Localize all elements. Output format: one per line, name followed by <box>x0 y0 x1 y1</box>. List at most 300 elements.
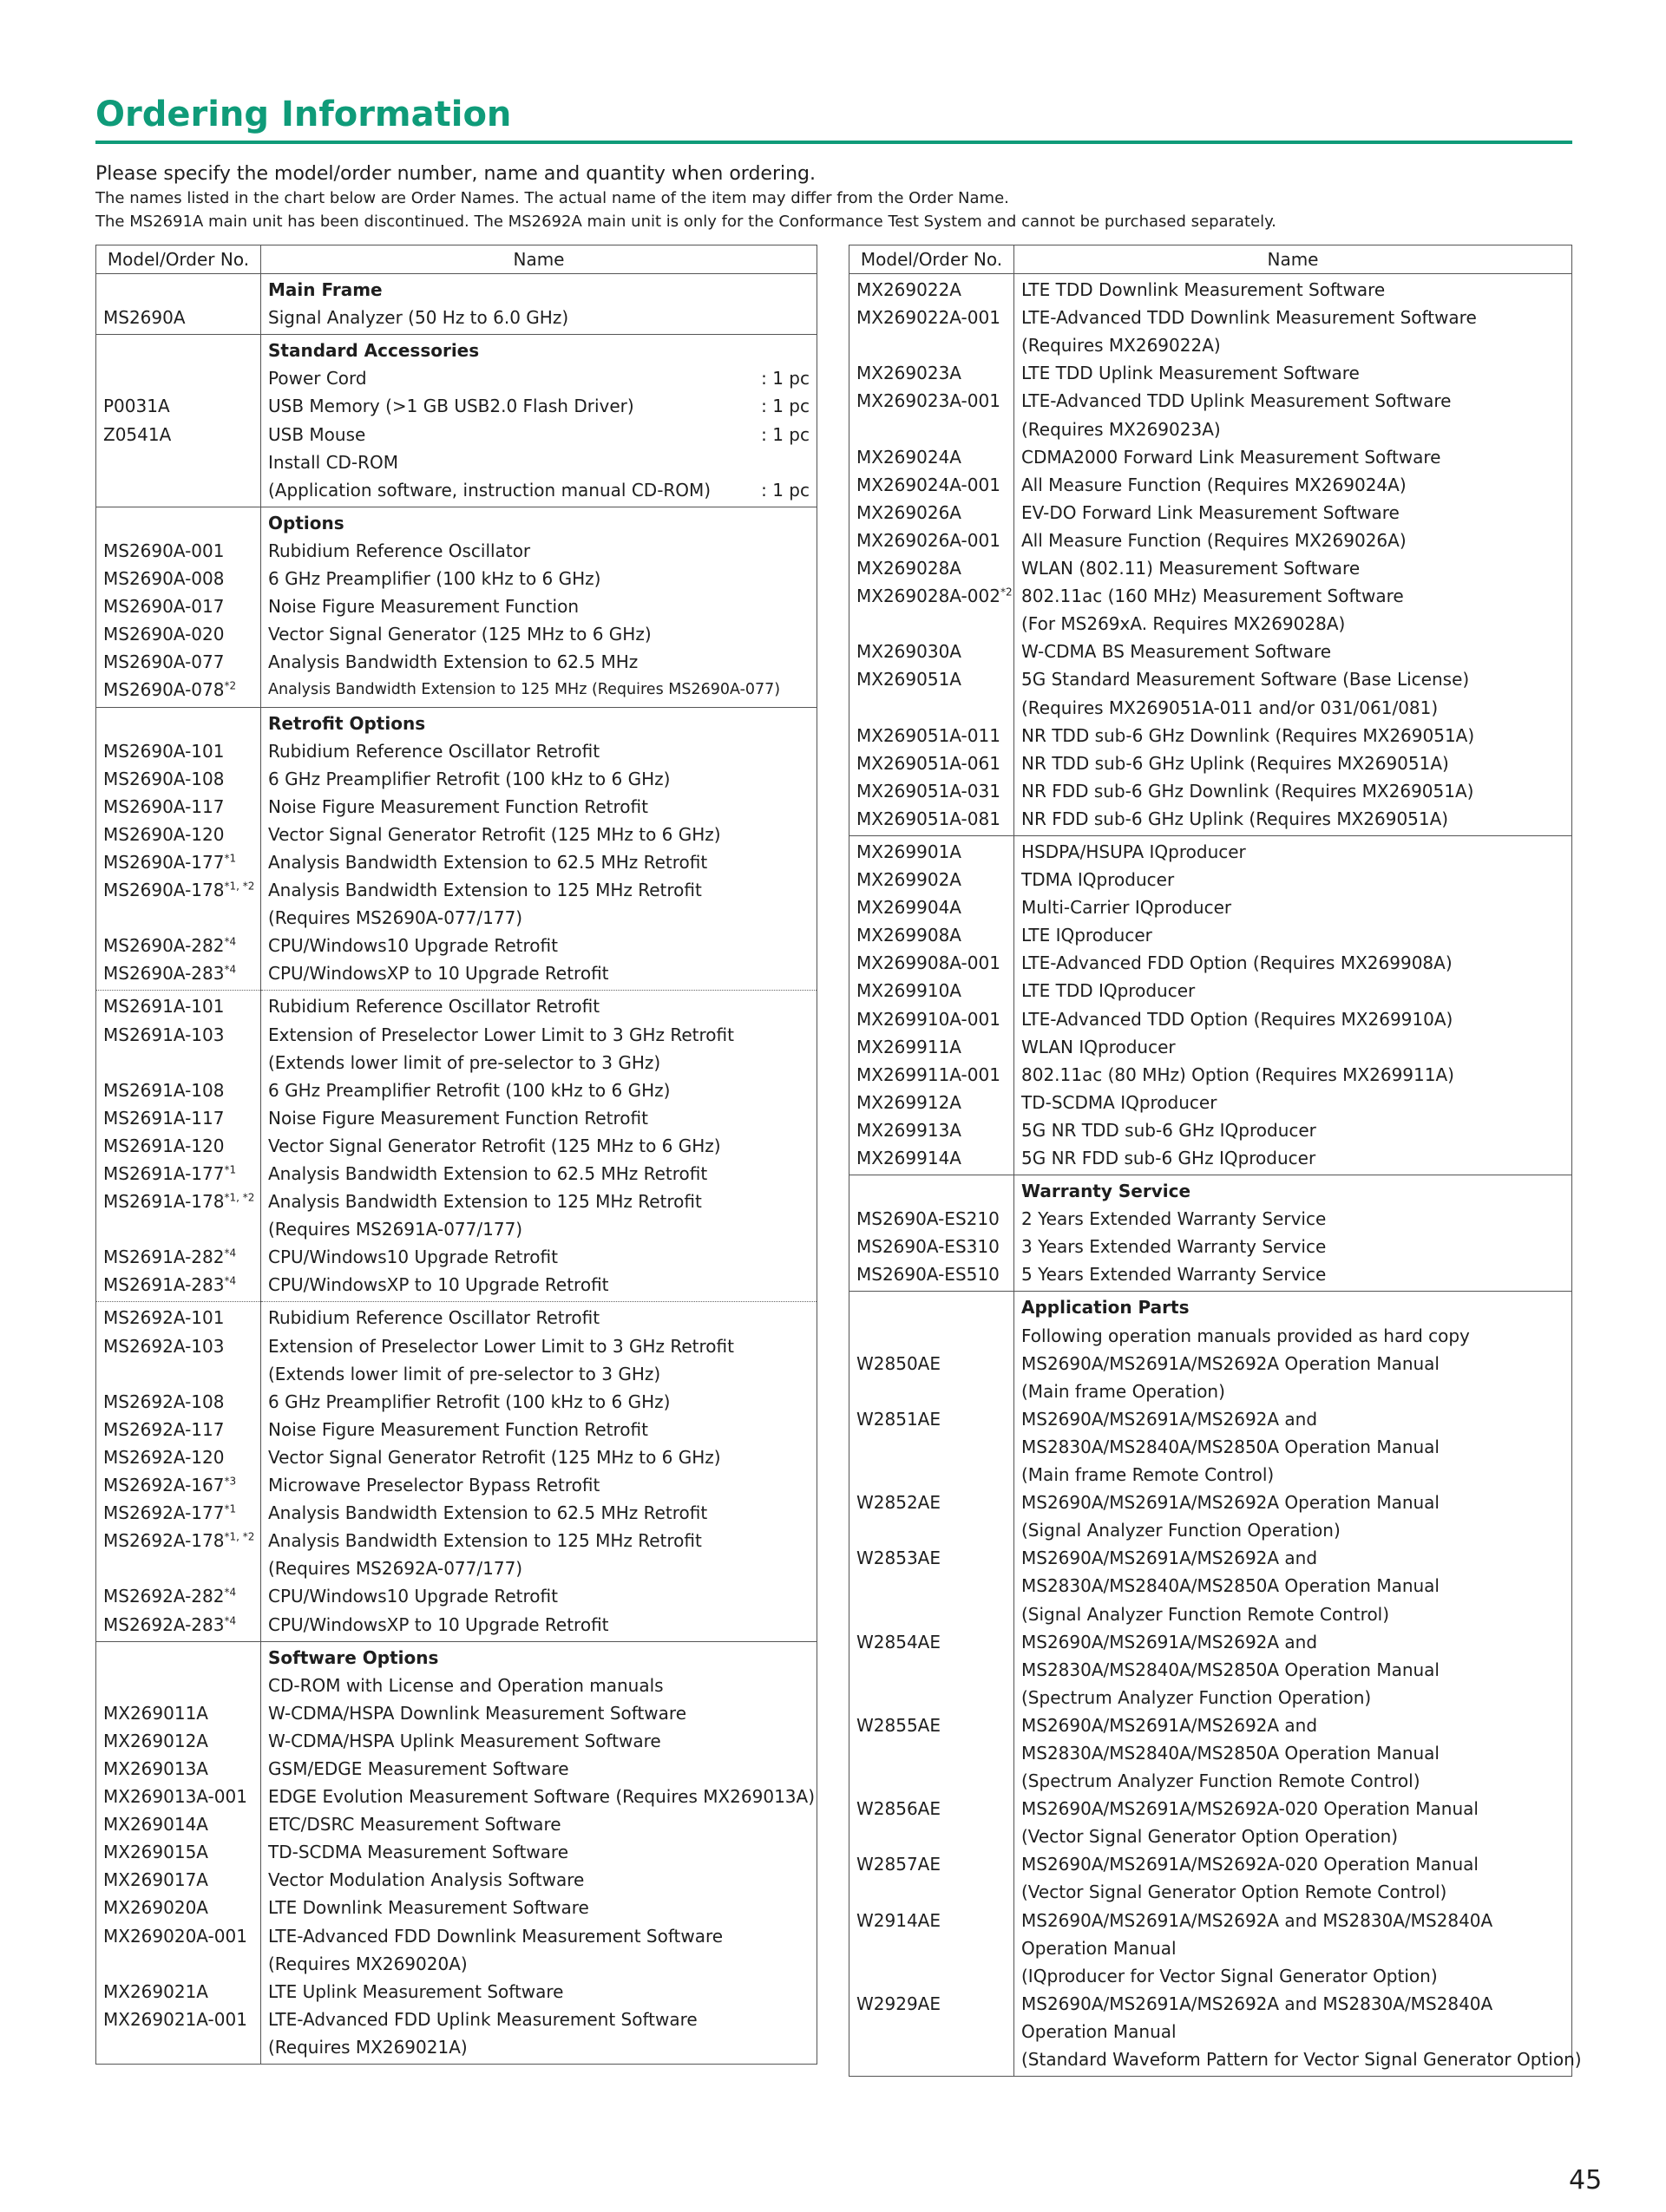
model-spacer <box>856 1600 1007 1628</box>
item-name <box>268 1215 810 1243</box>
ordering-table-left <box>95 245 817 2065</box>
model-number-text: MX269913A <box>856 1119 961 1141</box>
model-number-text: MX269028A-002 <box>856 586 1000 607</box>
model-number <box>103 537 253 565</box>
model-number <box>103 737 253 765</box>
item-name <box>1021 1489 1564 1516</box>
model-number-text: MX269901A <box>856 841 961 862</box>
intro-text: Please specify the model/order number, name and quantity when ordering. <box>95 163 817 185</box>
item-name <box>268 2006 810 2033</box>
item-name <box>268 1471 810 1499</box>
model-spacer <box>103 1360 253 1388</box>
model-number-text: MX269021A-001 <box>103 2008 247 2030</box>
model-spacer <box>103 1215 253 1243</box>
model-number-text: MS2692A-282 <box>103 1586 225 1607</box>
model-number-text: W2854AE <box>856 1631 941 1652</box>
item-name-text: MS2830A/MS2840A/MS2850A Operation Manual <box>1021 1436 1440 1457</box>
ordering-table-left-body <box>96 274 817 2065</box>
item-name <box>268 737 810 765</box>
item-name <box>268 1188 810 1215</box>
item-name-text: (Standard Waveform Pattern for Vector Signal Generator Option) <box>1021 2049 1582 2070</box>
title-rule <box>95 141 1572 144</box>
item-name-text: CDMA2000 Forward Link Measurement Software <box>1021 446 1441 468</box>
model-number-text: MS2691A-103 <box>103 1024 225 1045</box>
model-number <box>103 1527 253 1554</box>
item-name <box>1021 1089 1564 1116</box>
footnote-mark: *4 <box>224 963 237 976</box>
item-name-text: Vector Signal Generator Retrofit (125 MHz to 6 GHz) <box>268 1446 721 1468</box>
item-name <box>1021 1572 1564 1600</box>
model-number <box>856 1711 1007 1739</box>
model-spacer <box>103 1644 253 1672</box>
model-number <box>103 1838 253 1866</box>
model-number <box>856 1061 1007 1089</box>
model-number-text: MS2691A-177 <box>103 1163 225 1184</box>
item-name <box>1021 1656 1564 1684</box>
item-name <box>1021 838 1564 866</box>
model-number-text: MS2690A-108 <box>103 768 225 789</box>
model-spacer <box>856 1656 1007 1684</box>
item-name-text: LTE Uplink Measurement Software <box>268 1980 564 2002</box>
model-number <box>103 793 253 821</box>
footnote-mark: *4 <box>224 1247 237 1260</box>
item-name <box>1021 777 1564 805</box>
item-name-text: Analysis Bandwidth Extension to 125 MHz (Requires MS2690A-077) <box>268 681 781 699</box>
item-name-text: (Requires MS2692A-077/177) <box>268 1558 523 1580</box>
item-name-text: GSM/EDGE Measurement Software <box>268 1757 569 1779</box>
quantity: : 1 pc <box>761 423 810 445</box>
item-name-text: CPU/WindowsXP to 10 Upgrade Retrofit <box>268 963 609 985</box>
model-number <box>103 1021 253 1049</box>
group-heading: Software Options <box>268 1646 439 1668</box>
model-number-text: MS2690A-017 <box>103 596 225 618</box>
model-number-text: MX269017A <box>103 1869 208 1891</box>
item-name-text: (Requires MS2691A-077/177) <box>268 1219 523 1240</box>
item-name <box>1021 1823 1564 1850</box>
item-name-text: LTE-Advanced TDD Option (Requires MX269910A) <box>1021 1008 1453 1030</box>
model-number <box>103 1104 253 1132</box>
model-number <box>103 1471 253 1499</box>
item-name-text: LTE-Advanced FDD Option (Requires MX269908A) <box>1021 952 1453 974</box>
item-name <box>268 1304 810 1332</box>
model-number <box>856 1089 1007 1116</box>
model-number-text: MX269908A <box>856 925 961 946</box>
model-number-text: MX269051A-081 <box>856 808 1000 829</box>
item-name <box>268 1611 810 1639</box>
model-number <box>856 554 1007 582</box>
model-number <box>856 1033 1007 1061</box>
model-spacer <box>103 2033 253 2061</box>
quantity: : 1 pc <box>761 396 810 417</box>
item-name-text: WLAN IQproducer <box>1021 1036 1176 1057</box>
model-number <box>856 387 1007 415</box>
model-number-text: W2855AE <box>856 1714 941 1736</box>
item-name-text: (Requires MS2690A-077/177) <box>268 907 523 929</box>
item-name-text: MS2830A/MS2840A/MS2850A Operation Manual <box>1021 1659 1440 1680</box>
model-number-text: MS2690A-078 <box>103 679 225 701</box>
item-name-text: (Spectrum Analyzer Function Remote Control) <box>1021 1770 1420 1792</box>
item-name-text: Noise Figure Measurement Function Retrofit <box>268 795 648 817</box>
quantity: : 1 pc <box>761 479 810 501</box>
model-number <box>856 1205 1007 1233</box>
model-spacer <box>856 1378 1007 1405</box>
item-name <box>1021 1628 1564 1656</box>
model-number-text: MS2690A <box>103 307 186 329</box>
model-number <box>856 1544 1007 1572</box>
name-cell <box>1014 835 1572 1175</box>
name-cell <box>1014 1175 1572 1292</box>
model-number <box>103 476 253 504</box>
model-number-text: MS2691A-101 <box>103 996 225 1018</box>
item-name <box>268 676 810 704</box>
model-number-text: MS2692A-103 <box>103 1335 225 1357</box>
item-name <box>268 648 810 676</box>
model-number-text: MX269051A-061 <box>856 752 1000 774</box>
model-column-header: Model/Order No. <box>849 245 1014 274</box>
item-name <box>1021 638 1564 665</box>
model-number <box>856 665 1007 693</box>
model-cell <box>96 335 261 507</box>
model-spacer <box>103 276 253 304</box>
model-number <box>856 638 1007 665</box>
model-number-text: MX269051A-031 <box>856 780 1000 802</box>
model-spacer <box>856 1433 1007 1461</box>
model-number-text: MS2690A-117 <box>103 795 225 817</box>
model-number <box>103 821 253 848</box>
item-name <box>268 476 810 504</box>
item-name-text: MS2690A/MS2691A/MS2692A and MS2830A/MS2840A <box>1021 1909 1493 1931</box>
model-number <box>103 565 253 592</box>
item-name-text: MS2690A/MS2691A/MS2692A and <box>1021 1714 1318 1736</box>
item-name <box>1021 893 1564 921</box>
item-name-text: NR FDD sub-6 GHz Uplink (Requires MX269051A) <box>1021 808 1449 829</box>
item-name <box>1021 1033 1564 1061</box>
model-number-text: MX269023A <box>856 363 961 384</box>
item-name <box>1021 1600 1564 1628</box>
item-name <box>1021 554 1564 582</box>
model-number-text: W2853AE <box>856 1548 941 1569</box>
item-name <box>1021 1322 1564 1350</box>
item-name <box>1021 1516 1564 1544</box>
model-number-text: MX269022A-001 <box>856 307 1000 329</box>
model-number <box>103 1304 253 1332</box>
item-name-text: 5G NR FDD sub-6 GHz IQproducer <box>1021 1148 1316 1168</box>
model-number <box>103 1332 253 1360</box>
model-spacer <box>856 331 1007 359</box>
item-name-text: (Vector Signal Generator Option Operation) <box>1021 1826 1399 1848</box>
model-number <box>103 2006 253 2033</box>
item-name <box>1021 416 1564 443</box>
model-number-text: MS2690A-008 <box>103 568 225 590</box>
item-name-text: MS2690A/MS2691A/MS2692A and <box>1021 1548 1318 1569</box>
model-spacer <box>856 1767 1007 1795</box>
model-cell <box>849 1292 1014 2077</box>
model-number-text: MX269026A <box>856 501 961 523</box>
item-name-text: Analysis Bandwidth Extension to 62.5 MHz Retrofit <box>268 851 708 873</box>
item-name <box>268 1755 810 1783</box>
table-group-row <box>96 991 817 1302</box>
model-number-text: W2851AE <box>856 1408 941 1430</box>
model-number <box>856 722 1007 749</box>
model-spacer <box>103 904 253 932</box>
model-number-text: MX269024A-001 <box>856 474 1000 495</box>
model-number <box>856 838 1007 866</box>
model-number-text: MX269013A-001 <box>103 1786 247 1808</box>
footnote-mark: *1 <box>224 852 237 865</box>
model-number-text: MX269904A <box>856 897 961 919</box>
item-name-text: LTE-Advanced TDD Downlink Measurement Software <box>1021 307 1477 329</box>
model-number-text: MS2690A-120 <box>103 823 225 845</box>
model-spacer <box>856 2018 1007 2045</box>
item-name <box>1021 276 1564 304</box>
item-name <box>1021 1144 1564 1172</box>
item-name-text: TD-SCDMA IQproducer <box>1021 1091 1217 1113</box>
model-number-text: MS2690A-283 <box>103 963 225 985</box>
model-number <box>103 1922 253 1950</box>
item-name <box>268 2033 810 2061</box>
item-name-text: (For MS269xA. Requires MX269028A) <box>1021 613 1346 635</box>
footnote-mark: *4 <box>224 1613 237 1626</box>
model-number <box>103 1271 253 1299</box>
footnote-mark: *1, *2 <box>224 1191 255 1204</box>
model-number <box>856 1990 1007 2018</box>
model-number-text: W2856AE <box>856 1798 941 1820</box>
item-name <box>268 904 810 932</box>
item-name <box>1021 1739 1564 1767</box>
item-name-text: Analysis Bandwidth Extension to 62.5 MHz Retrofit <box>268 1502 708 1524</box>
table-group-row <box>849 274 1572 836</box>
model-number <box>103 1132 253 1160</box>
item-name <box>268 1271 810 1299</box>
item-name-text: Microwave Preselector Bypass Retrofit <box>268 1475 600 1496</box>
item-name-text: 802.11ac (80 MHz) Option (Requires MX269911A) <box>1021 1063 1454 1085</box>
item-name-text: 3 Years Extended Warranty Service <box>1021 1236 1327 1258</box>
model-spacer <box>856 1516 1007 1544</box>
model-number <box>856 527 1007 554</box>
item-name-text: (Extends lower limit of pre-selector to 3 GHz) <box>268 1363 661 1384</box>
item-name-text: (Vector Signal Generator Option Remote Control) <box>1021 1882 1447 1903</box>
item-name <box>268 592 810 620</box>
name-cell <box>1014 274 1572 836</box>
model-number <box>856 977 1007 1005</box>
model-number-text: MS2690A-ES210 <box>856 1208 1000 1230</box>
item-name <box>268 1727 810 1755</box>
model-spacer <box>856 1823 1007 1850</box>
item-name <box>1021 610 1564 638</box>
model-number <box>103 421 253 448</box>
item-name-text: EDGE Evolution Measurement Software (Requires MX269013A) <box>268 1786 816 1808</box>
model-number-text: W2857AE <box>856 1854 941 1875</box>
item-name-text: MS2690A/MS2691A/MS2692A Operation Manual <box>1021 1352 1440 1374</box>
item-name-text: All Measure Function (Requires MX269026A) <box>1021 529 1407 551</box>
item-name-text: Signal Analyzer (50 Hz to 6.0 GHz) <box>268 307 569 329</box>
table-header-row <box>96 245 817 274</box>
item-name-text: USB Memory (>1 GB USB2.0 Flash Driver) <box>268 396 634 417</box>
item-name <box>268 1499 810 1527</box>
model-number-text: MS2690A-282 <box>103 935 225 957</box>
model-number-text: MS2691A-120 <box>103 1135 225 1156</box>
model-number-text: MX269911A <box>856 1036 961 1057</box>
item-name <box>268 876 810 904</box>
model-number <box>856 471 1007 499</box>
model-number <box>103 1783 253 1810</box>
model-number-text: MX269051A-011 <box>856 724 1000 746</box>
model-number <box>103 1188 253 1215</box>
item-name <box>268 1049 810 1077</box>
item-name-text: 5G Standard Measurement Software (Base License) <box>1021 669 1470 690</box>
item-name <box>1021 2018 1564 2045</box>
model-number <box>103 1755 253 1783</box>
model-cell <box>96 707 261 991</box>
item-name-text: (Requires MX269023A) <box>1021 418 1221 440</box>
model-number <box>856 1350 1007 1378</box>
item-name-text: Power Cord <box>268 368 367 389</box>
item-name <box>1021 331 1564 359</box>
name-cell <box>261 991 817 1302</box>
model-number <box>103 876 253 904</box>
item-name-text: Analysis Bandwidth Extension to 62.5 MHz Retrofit <box>268 1163 708 1184</box>
model-number <box>856 499 1007 527</box>
model-number <box>103 1727 253 1755</box>
model-number-text: MX269030A <box>856 641 961 663</box>
model-number <box>103 1672 253 1699</box>
model-number <box>856 749 1007 777</box>
table-group-row <box>849 1175 1572 1292</box>
model-number-text: Z0541A <box>103 423 172 445</box>
model-spacer <box>856 1684 1007 1711</box>
name-cell <box>261 335 817 507</box>
item-name <box>268 364 810 392</box>
model-number-text: MS2690A-ES310 <box>856 1236 1000 1258</box>
item-name <box>268 1160 810 1188</box>
model-number <box>856 1907 1007 1934</box>
item-name <box>1021 1544 1564 1572</box>
name-cell <box>261 507 817 707</box>
model-number <box>856 1489 1007 1516</box>
model-number-text: MX269910A <box>856 980 961 1002</box>
model-number <box>103 304 253 331</box>
item-name-text: Rubidium Reference Oscillator <box>268 540 531 561</box>
item-name-text: Noise Figure Measurement Function Retrofit <box>268 1418 648 1440</box>
model-number-text: MX269910A-001 <box>856 1008 1000 1030</box>
model-spacer <box>856 1739 1007 1767</box>
model-spacer <box>856 1934 1007 1962</box>
item-name-text: Noise Figure Measurement Function Retrofit <box>268 1107 648 1129</box>
model-number <box>103 592 253 620</box>
model-spacer <box>856 1461 1007 1489</box>
item-name <box>1021 694 1564 722</box>
item-name <box>1021 1934 1564 1962</box>
item-name-text: NR FDD sub-6 GHz Downlink (Requires MX269051A) <box>1021 780 1474 802</box>
item-name-text: MS2690A/MS2691A/MS2692A and MS2830A/MS2840A <box>1021 1993 1493 2014</box>
model-number-text: P0031A <box>103 396 170 417</box>
model-number-text: MS2692A-120 <box>103 1446 225 1468</box>
model-number <box>103 992 253 1020</box>
model-spacer <box>103 509 253 537</box>
item-name-text: 5 Years Extended Warranty Service <box>1021 1264 1327 1286</box>
model-number <box>856 1005 1007 1033</box>
model-number-text: MS2690A-178 <box>103 880 225 901</box>
model-spacer <box>103 710 253 737</box>
model-number-text: MS2690A-ES510 <box>856 1264 1000 1286</box>
model-number <box>103 1243 253 1271</box>
table-header-row <box>849 245 1572 274</box>
item-name <box>1021 866 1564 893</box>
item-name-text: Extension of Preselector Lower Limit to 3 GHz Retrofit <box>268 1335 734 1357</box>
item-name <box>1021 1684 1564 1711</box>
item-name <box>268 1360 810 1388</box>
model-number-text: MS2690A-177 <box>103 851 225 873</box>
item-name-text: LTE Downlink Measurement Software <box>268 1897 589 1919</box>
item-name-text: (Extends lower limit of pre-selector to 3 GHz) <box>268 1051 661 1073</box>
item-name <box>1021 977 1564 1005</box>
model-number-text: MX269012A <box>103 1730 208 1751</box>
model-number <box>103 1443 253 1471</box>
item-name <box>1021 1461 1564 1489</box>
item-name <box>1021 1061 1564 1089</box>
item-name <box>268 1132 810 1160</box>
item-name-text: LTE TDD Downlink Measurement Software <box>1021 279 1386 301</box>
item-name <box>1021 527 1564 554</box>
item-name-text: 2 Years Extended Warranty Service <box>1021 1208 1327 1230</box>
item-name-text: NR TDD sub-6 GHz Uplink (Requires MX269051A) <box>1021 752 1449 774</box>
model-spacer <box>856 416 1007 443</box>
model-number-text: MX269013A <box>103 1757 208 1779</box>
model-number-text: MS2691A-117 <box>103 1107 225 1129</box>
model-number <box>856 1850 1007 1878</box>
model-number <box>103 648 253 676</box>
table-group-row <box>96 1302 817 1641</box>
model-number-text: MS2691A-178 <box>103 1191 225 1213</box>
group-heading: Application Parts <box>1021 1297 1190 1319</box>
model-number <box>103 364 253 392</box>
item-name <box>1021 1433 1564 1461</box>
model-number <box>856 1795 1007 1823</box>
item-name <box>1021 1116 1564 1144</box>
item-name-text: LTE TDD Uplink Measurement Software <box>1021 363 1360 384</box>
item-name <box>268 765 810 793</box>
model-cell <box>849 835 1014 1175</box>
model-number-text: MX269028A <box>856 558 961 579</box>
model-number-text: MS2692A-117 <box>103 1418 225 1440</box>
item-name-text: W-CDMA/HSPA Uplink Measurement Software <box>268 1730 661 1751</box>
model-number-text: MX269014A <box>103 1814 208 1836</box>
table-group-row <box>96 707 817 991</box>
item-name <box>1021 471 1564 499</box>
item-name-text: All Measure Function (Requires MX269024A) <box>1021 474 1407 495</box>
footnote-mark: *2 <box>1000 586 1013 599</box>
item-name <box>268 1810 810 1838</box>
model-number-text: MS2692A-101 <box>103 1307 225 1329</box>
model-number <box>856 582 1013 610</box>
item-name-text: (Requires MX269022A) <box>1021 335 1221 357</box>
item-name <box>1021 665 1564 693</box>
item-name <box>268 1443 810 1471</box>
item-name <box>268 421 810 448</box>
model-number <box>103 1699 253 1727</box>
item-name-text: MS2690A/MS2691A/MS2692A-020 Operation Manual <box>1021 1854 1479 1875</box>
item-name-text: Rubidium Reference Oscillator Retrofit <box>268 740 600 762</box>
item-name-text: 6 GHz Preamplifier Retrofit (100 kHz to 6 GHz) <box>268 1079 671 1101</box>
name-cell <box>261 1302 817 1641</box>
item-name <box>1021 1767 1564 1795</box>
model-number-text: MS2690A-077 <box>103 651 225 673</box>
item-name-text: (Signal Analyzer Function Operation) <box>1021 1520 1341 1541</box>
table-group-row <box>96 1641 817 2064</box>
item-name-text: Vector Signal Generator (125 MHz to 6 GHz) <box>268 624 652 645</box>
model-number-text: MX269914A <box>856 1148 961 1168</box>
item-name-text: Extension of Preselector Lower Limit to 3 GHz Retrofit <box>268 1024 734 1045</box>
